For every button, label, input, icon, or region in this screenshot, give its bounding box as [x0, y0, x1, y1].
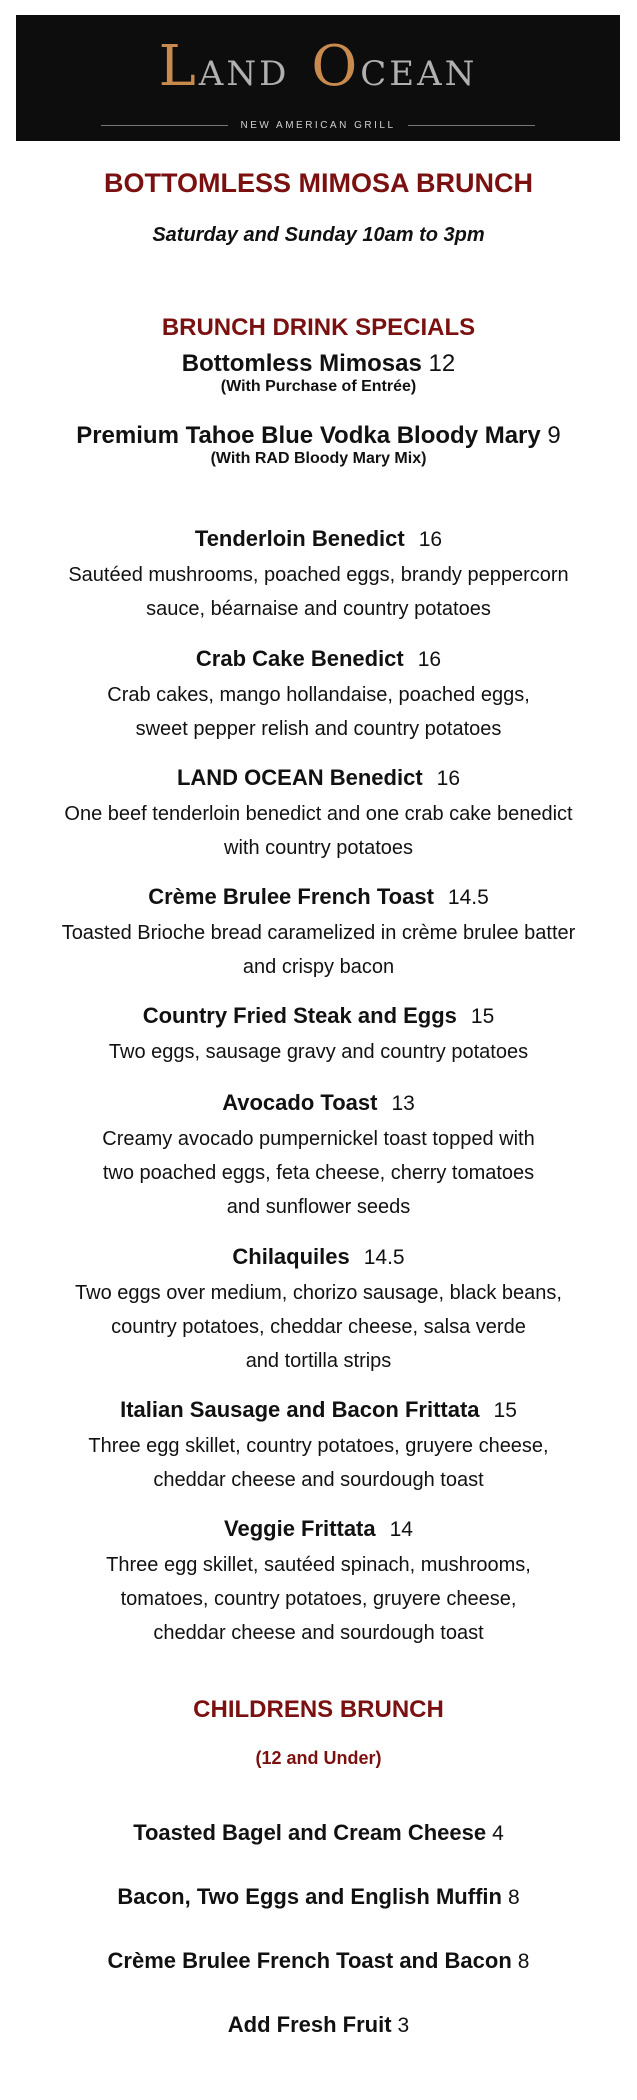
menu-item-price: 14 [389, 1518, 413, 1541]
kids-item-name: Toasted Bagel and Cream Cheese [133, 1820, 487, 1845]
description-line: and sunflower seeds [226, 1196, 411, 1218]
description-line: Creamy avocado pumpernickel toast topped with [102, 1128, 535, 1150]
drink-note: (With RAD Bloody Mary Mix) [210, 450, 427, 467]
logo-letter-l: L [158, 34, 199, 99]
brand-tagline: NEW AMERICAN GRILL [240, 119, 396, 131]
menu-item-description [0, 1122, 637, 1224]
divider [101, 125, 228, 126]
description-line: with country potatoes [224, 837, 413, 859]
kids-item [0, 1948, 637, 1974]
menu-item-title [0, 646, 637, 672]
menu-item-name: Crème Brulee French Toast [148, 884, 434, 909]
description-line: country potatoes, cheddar cheese, salsa verde [111, 1316, 526, 1338]
menu-item-name: Tenderloin Benedict [194, 526, 405, 551]
kids-item [0, 1884, 637, 1910]
menu-item-title [0, 526, 637, 552]
drink-price: 12 [428, 350, 456, 377]
drink-item [0, 422, 637, 450]
menu-item-name: Avocado Toast [222, 1090, 378, 1115]
menu-item-description [0, 558, 637, 626]
menu-item-name: Italian Sausage and Bacon Frittata [120, 1397, 480, 1422]
menu-item-title [0, 884, 637, 910]
drink-name: Premium Tahoe Blue Vodka Bloody Mary [76, 422, 541, 449]
kids-item [0, 2012, 637, 2038]
brunch-hours: Saturday and Sunday 10am to 3pm [152, 224, 485, 246]
kids-item-price: 4 [492, 1822, 504, 1845]
menu-item-price: 14.5 [447, 886, 489, 909]
drink-item [0, 350, 637, 378]
description-line: Two eggs, sausage gravy and country potatoes [108, 1041, 529, 1063]
description-line: Three egg skillet, country potatoes, gruyere cheese, [88, 1435, 549, 1457]
menu-item-description [0, 797, 637, 865]
description-line: sauce, béarnaise and country potatoes [146, 598, 491, 620]
description-line: Two eggs over medium, chorizo sausage, black beans, [75, 1282, 562, 1304]
menu-item-price: 16 [418, 528, 443, 551]
description-line: sweet pepper relish and country potatoes [135, 718, 502, 740]
menu-item-title [0, 1516, 637, 1542]
header-banner [16, 15, 620, 141]
description-line: cheddar cheese and sourdough toast [153, 1622, 484, 1644]
description-line: One beef tenderloin benedict and one crab cake benedict [64, 803, 573, 825]
kids-item-name: Crème Brulee French Toast and Bacon [107, 1948, 512, 1973]
menu-item-description [0, 678, 637, 746]
menu-item-name: Veggie Frittata [224, 1516, 376, 1541]
description-line: tomatoes, country potatoes, gruyere cheese, [120, 1588, 517, 1610]
menu-item-price: 13 [391, 1092, 415, 1115]
menu-item-price: 15 [470, 1005, 495, 1028]
tagline-row [101, 118, 535, 132]
menu-item-name: Country Fried Steak and Eggs [142, 1003, 457, 1028]
divider [408, 125, 535, 126]
brunch-title: BOTTOMLESS MIMOSA BRUNCH [104, 168, 533, 198]
drink-specials-heading: BRUNCH DRINK SPECIALS [161, 314, 476, 341]
menu-item-name: LAND OCEAN Benedict [176, 765, 423, 790]
menu-item-title [0, 1397, 637, 1423]
menu-item-title [0, 1090, 637, 1116]
drink-note: (With Purchase of Entrée) [220, 378, 417, 395]
menu-item-description [0, 1276, 637, 1378]
menu-item-name: Chilaquiles [232, 1244, 350, 1269]
logo-word-cean: CEAN [360, 54, 478, 94]
menu-item-description [0, 1548, 637, 1650]
description-line: Three egg skillet, sautéed spinach, mushrooms, [106, 1554, 531, 1576]
kids-item-name: Bacon, Two Eggs and English Muffin [117, 1884, 502, 1909]
menu-item-price: 16 [417, 648, 442, 671]
kids-item-name: Add Fresh Fruit [227, 2012, 392, 2037]
kids-item-price: 8 [507, 1886, 520, 1909]
drink-price: 9 [547, 422, 561, 449]
kids-item-price: 3 [397, 2014, 410, 2037]
kids-item [0, 1820, 637, 1846]
menu-item-price: 14.5 [363, 1246, 405, 1269]
brand-logo [16, 34, 620, 99]
menu-item-description [0, 1429, 637, 1497]
description-line: Crab cakes, mango hollandaise, poached eggs, [107, 684, 530, 706]
menu-item-title [0, 1003, 637, 1029]
menu-item-description [0, 1035, 637, 1069]
childrens-heading: CHILDRENS BRUNCH [193, 1696, 444, 1723]
menu-item-title [0, 765, 637, 791]
description-line: Toasted Brioche bread caramelized in crème brulee batter [61, 922, 576, 944]
menu-item-description [0, 916, 637, 984]
description-line: cheddar cheese and sourdough toast [153, 1469, 484, 1491]
menu-item-title [0, 1244, 637, 1270]
description-line: two poached eggs, feta cheese, cherry tomatoes [102, 1162, 535, 1184]
logo-word-and: AND [198, 54, 290, 94]
drink-name: Bottomless Mimosas [181, 350, 422, 377]
logo-letter-o: O [311, 34, 361, 99]
description-line: and tortilla strips [245, 1350, 392, 1372]
description-line: and crispy bacon [242, 956, 395, 978]
childrens-note: (12 and Under) [255, 1748, 382, 1768]
menu-item-price: 16 [436, 767, 461, 790]
menu-item-price: 15 [493, 1399, 517, 1422]
kids-item-price: 8 [517, 1950, 530, 1973]
description-line: Sautéed mushrooms, poached eggs, brandy peppercorn [68, 564, 569, 586]
menu-item-name: Crab Cake Benedict [195, 646, 404, 671]
